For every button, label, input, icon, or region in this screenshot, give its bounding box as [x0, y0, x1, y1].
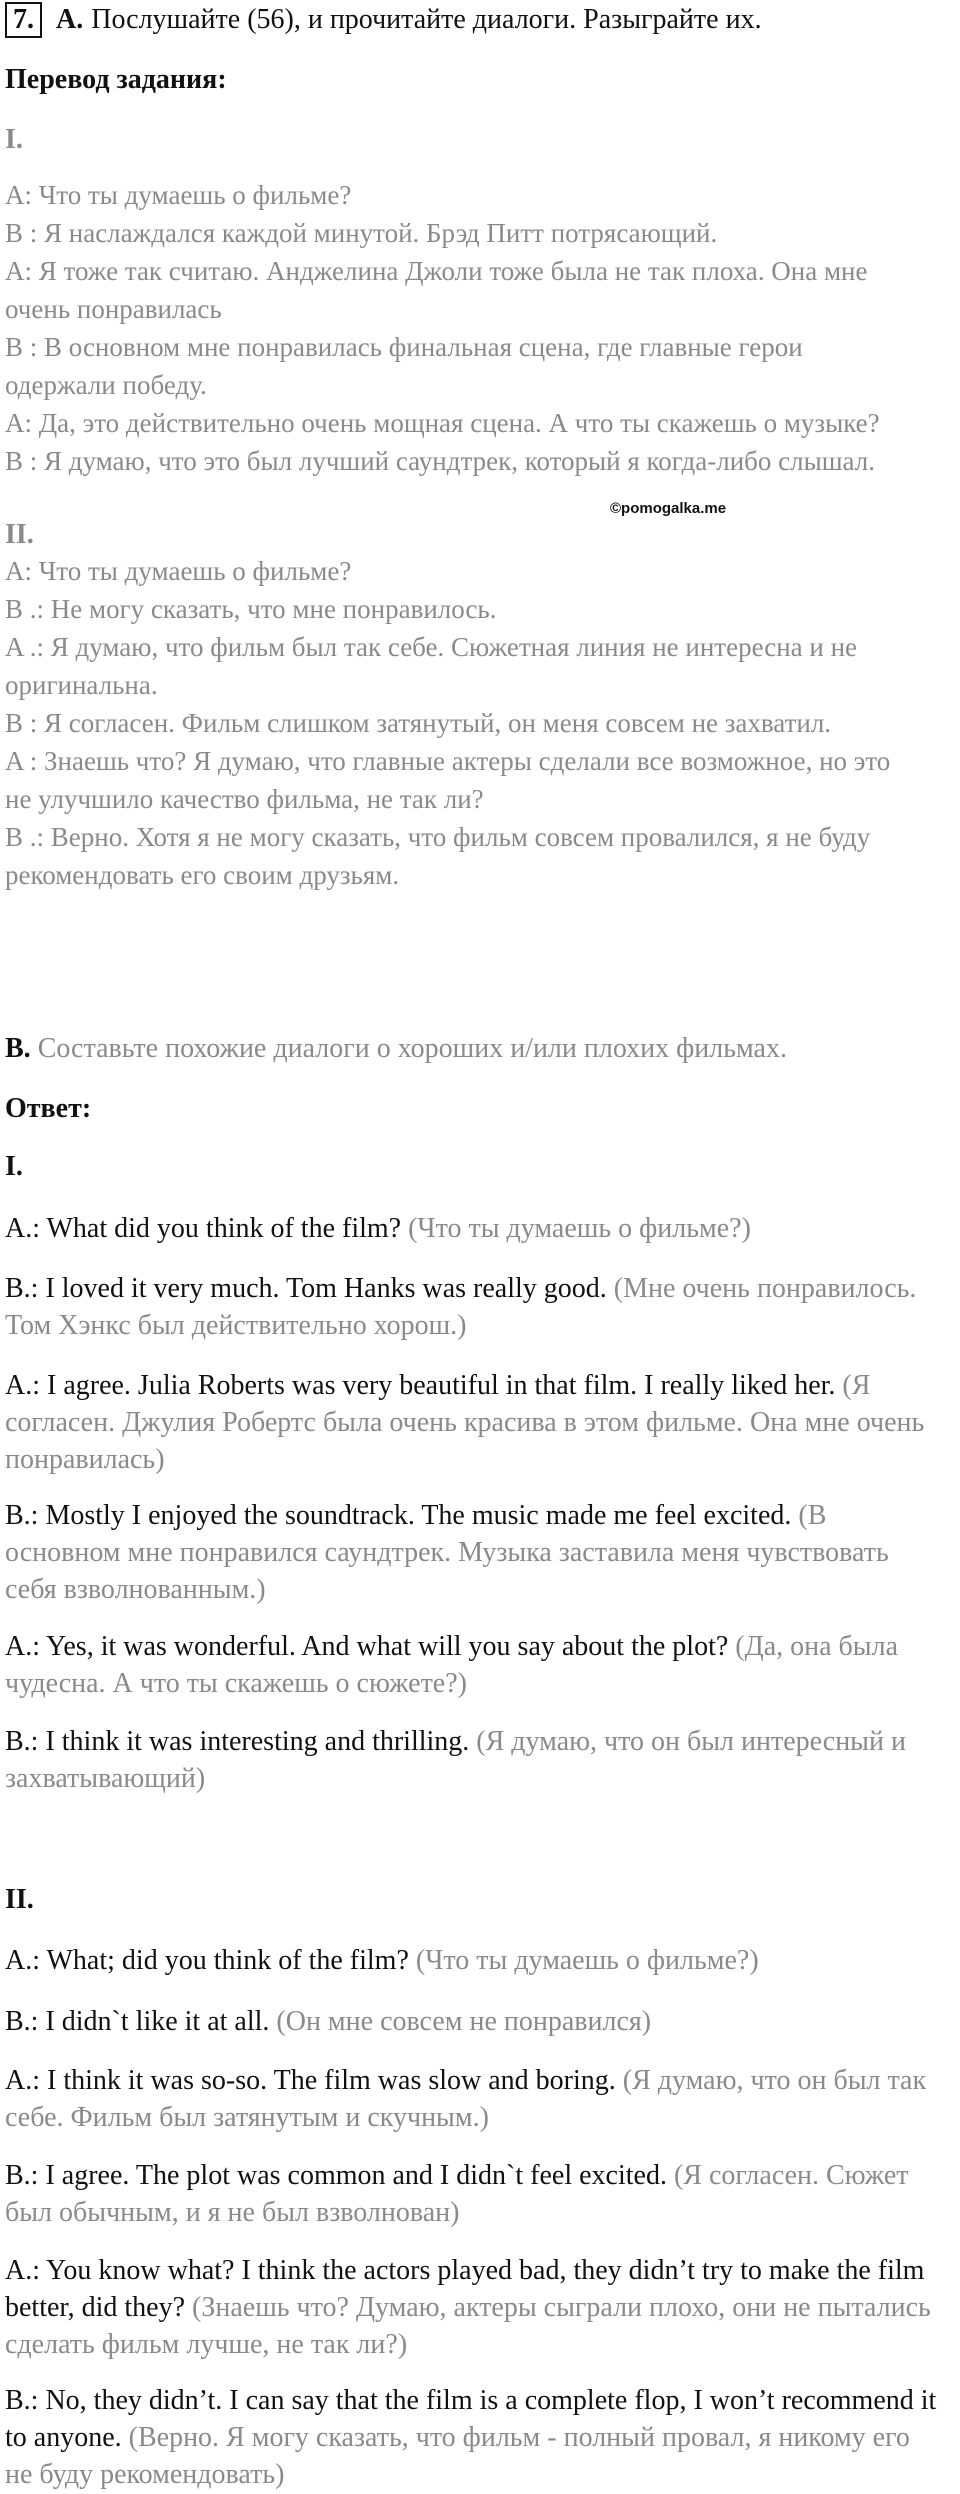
answer-russian: (Что ты думаешь о фильме?) — [415, 1945, 759, 1976]
answer-russian: себя взволнованным.) — [5, 1574, 266, 1605]
task-header — [5, 0, 762, 40]
answer-english: B.: I loved it very much. Tom Hanks was really good. — [5, 1273, 607, 1304]
answer-line — [5, 1367, 924, 1478]
answer-line — [5, 1942, 759, 1979]
answer-russian: (Что ты думаешь о фильме?) — [408, 1213, 751, 1244]
translation-dialog1 — [5, 176, 880, 480]
answer-line — [5, 2382, 936, 2493]
translation-line: B : Я думаю, что это был лучший саундтрек, который я когда-либо слышал. — [5, 446, 875, 476]
answer-russian: понравилась) — [5, 1444, 165, 1475]
translation-heading: Перевод задания: — [5, 64, 227, 95]
translation-line: рекомендовать его своим друзьям. — [5, 860, 400, 890]
translation-dialog1-title: I. — [5, 124, 23, 155]
answer-english: B.: No, they didn’t. I can say that the film is a complete flop, I won’t recommend it — [5, 2385, 937, 2416]
translation-line: B : Я согласен. Фильм слишком затянутый, он меня совсем не захватил. — [5, 708, 832, 738]
translation-line: A: Что ты думаешь о фильме? — [5, 180, 352, 210]
translation-line: B .: Не могу сказать, что мне понравилось. — [5, 594, 497, 624]
answer-line — [5, 1628, 898, 1702]
answer-russian: (Знаешь что? Думаю, актеры сыграли плохо, они не пытались — [192, 2292, 931, 2323]
answer-russian: (Да, она была — [735, 1631, 899, 1662]
answer-russian: сделать фильм лучше, не так ли?) — [5, 2329, 408, 2360]
translation-dialog2-title: II. — [5, 519, 34, 550]
translation-line: A .: Я думаю, что фильм был так себе. Сюжетная линия не интересна и не — [5, 632, 858, 662]
task-b-instruction: Составьте похожие диалоги о хороших и/или плохих фильмах. — [37, 1033, 787, 1064]
answer-russian: себе. Фильм был затянутым и скучным.) — [5, 2102, 489, 2133]
answer-english: A.: I think it was so-so. The film was slow and boring. — [5, 2065, 616, 2096]
translation-line: B .: Верно. Хотя я не могу сказать, что фильм совсем провалился, я не буду — [5, 822, 871, 852]
answer-english: A.: Yes, it was wonderful. And what will you say about the plot? — [5, 1631, 729, 1662]
answer-russian: (Мне очень понравилось. — [613, 1273, 917, 1304]
answer-line — [5, 2157, 909, 2231]
translation-line: одержали победу. — [5, 370, 207, 400]
task-label: A. — [56, 4, 84, 35]
answer-heading: Ответ: — [5, 1093, 92, 1124]
answer-russian: (Я согласен. Сюжет — [673, 2160, 909, 2191]
answer-english: A.: What did you think of the film? — [5, 1213, 402, 1244]
answer-russian: чудесна. А что ты скажешь о сюжете?) — [5, 1668, 467, 1699]
answer-russian: (Я — [842, 1370, 871, 1401]
translation-line: очень понравилась — [5, 294, 222, 324]
answer-russian: был обычным, и я не был взволнован) — [5, 2197, 460, 2228]
answer-russian: не буду рекомендовать) — [5, 2459, 285, 2490]
answer-english: A.: I agree. Julia Roberts was very beautiful in that film. I really liked her. — [5, 1370, 836, 1401]
translation-line: A : Знаешь что? Я думаю, что главные актеры сделали все возможное, но это — [5, 746, 891, 776]
answer-english: B.: I agree. The plot was common and I didn`t feel excited. — [5, 2160, 667, 2191]
answer-russian: (Верно. Я могу сказать, что фильм - полный провал, я никому его — [128, 2422, 910, 2453]
answer-russian: согласен. Джулия Робертс была очень красива в этом фильме. Она мне очень — [5, 1407, 925, 1438]
answer-russian: (Я думаю, что он был интересный и — [476, 1726, 906, 1757]
answer-line — [5, 2003, 651, 2040]
translation-dialog2 — [5, 552, 890, 894]
answer-english: better, did they? — [5, 2292, 186, 2323]
answer-english: A.: What; did you think of the film? — [5, 1945, 409, 1976]
translation-line: B : В основном мне понравилась финальная сцена, где главные герои — [5, 332, 803, 362]
answer-line — [5, 1210, 751, 1247]
answer-english: B.: Mostly I enjoyed the soundtrack. The music made me feel excited. — [5, 1500, 792, 1531]
translation-line: A: Я тоже так считаю. Анджелина Джоли тоже была не так плоха. Она мне — [5, 256, 868, 286]
answer-english: to anyone. — [5, 2422, 122, 2453]
answer-dialog2-title: II. — [5, 1884, 34, 1915]
translation-line: A: Что ты думаешь о фильме? — [5, 556, 352, 586]
translation-line: B : Я наслаждался каждой минутой. Брэд Питт потрясающий. — [5, 218, 718, 248]
answer-line — [5, 2062, 926, 2136]
answer-english: B.: I didn`t like it at all. — [5, 2006, 270, 2037]
answer-line — [5, 1723, 906, 1797]
answer-russian: (Он мне совсем не понравился) — [276, 2006, 652, 2037]
task-b — [5, 1029, 787, 1068]
answer-russian: основном мне понравился саундтрек. Музыка заставила меня чувствовать — [5, 1537, 889, 1568]
answer-russian: захватывающий) — [5, 1763, 206, 1794]
answer-english: A.: You know what? I think the actors played bad, they didn’t try to make the film — [5, 2255, 925, 2286]
translation-line: A: Да, это действительно очень мощная сцена. А что ты скажешь о музыке? — [5, 408, 880, 438]
watermark: ©pomogalka.me — [610, 500, 727, 517]
answer-line — [5, 1497, 889, 1608]
translation-line: не улучшило качество фильма, не так ли? — [5, 784, 484, 814]
answer-line — [5, 1270, 916, 1344]
task-b-label: B. — [5, 1033, 31, 1064]
answer-dialog1-title: I. — [5, 1151, 23, 1182]
translation-line: оригинальна. — [5, 670, 158, 700]
answer-line — [5, 2252, 931, 2363]
answer-russian: (Я думаю, что он был так — [622, 2065, 927, 2096]
answer-russian: (В — [798, 1500, 827, 1531]
answer-russian: Том Хэнкс был действительно хорош.) — [5, 1310, 467, 1341]
answer-english: B.: I think it was interesting and thrilling. — [5, 1726, 470, 1757]
task-instruction: Послушайте (56), и прочитайте диалоги. Разыграйте их. — [91, 4, 762, 35]
task-number: 7. — [5, 2, 42, 38]
